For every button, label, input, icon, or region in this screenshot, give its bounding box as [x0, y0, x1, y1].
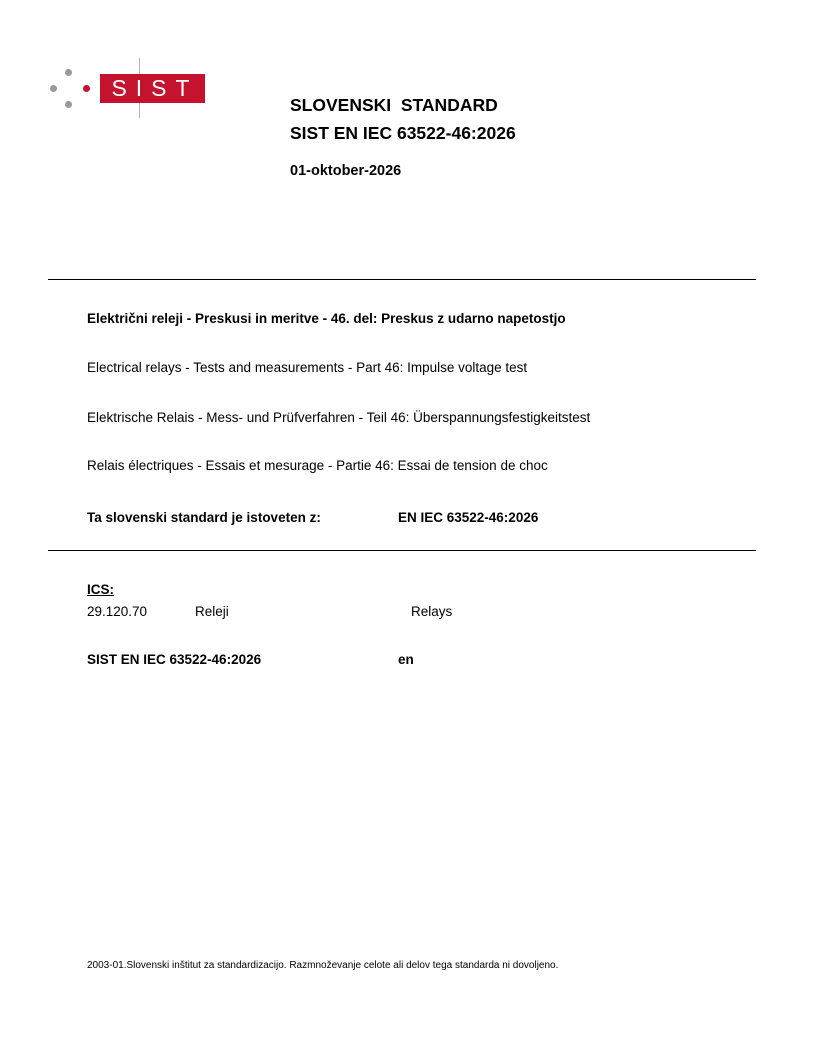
identical-to-value: EN IEC 63522-46:2026	[398, 510, 539, 525]
identical-to-label: Ta slovenski standard je istoveten z:	[87, 510, 321, 525]
publication-date: 01-oktober-2026	[290, 163, 402, 179]
ics-name-english: Relays	[411, 604, 453, 619]
title-english: Electrical relays - Tests and measurements - Part 46: Impulse voltage test	[87, 360, 528, 375]
bottom-divider	[48, 550, 756, 551]
logo-text: SIST	[100, 74, 205, 103]
ics-code: 29.120.70	[87, 604, 148, 619]
logo-dot-icon	[65, 69, 72, 76]
title-german: Elektrische Relais - Mess- und Prüfverfahren - Teil 46: Überspannungsfestigkeitstest	[87, 410, 591, 425]
standard-type-heading: SLOVENSKI STANDARD	[290, 95, 498, 115]
standard-number-heading: SIST EN IEC 63522-46:2026	[290, 123, 516, 143]
document-id: SIST EN IEC 63522-46:2026	[87, 652, 262, 667]
title-french: Relais électriques - Essais et mesurage - Partie 46: Essai de tension de choc	[87, 458, 548, 473]
logo-accent-dot-icon	[83, 85, 90, 92]
document-language: en	[398, 652, 414, 667]
logo-dot-icon	[65, 101, 72, 108]
logo-dot-icon	[50, 85, 57, 92]
top-divider	[48, 279, 756, 280]
title-slovenian: Električni releji - Preskusi in meritve - 46. del: Preskus z udarno napetostjo	[87, 311, 566, 326]
sist-logo	[46, 58, 216, 120]
ics-label: ICS:	[87, 582, 114, 597]
copyright-footer: 2003-01.Slovenski inštitut za standardizacijo. Razmnoževanje celote ali delov tega standarda ni dovoljeno.	[87, 960, 559, 971]
ics-name-slovenian: Releji	[195, 604, 229, 619]
